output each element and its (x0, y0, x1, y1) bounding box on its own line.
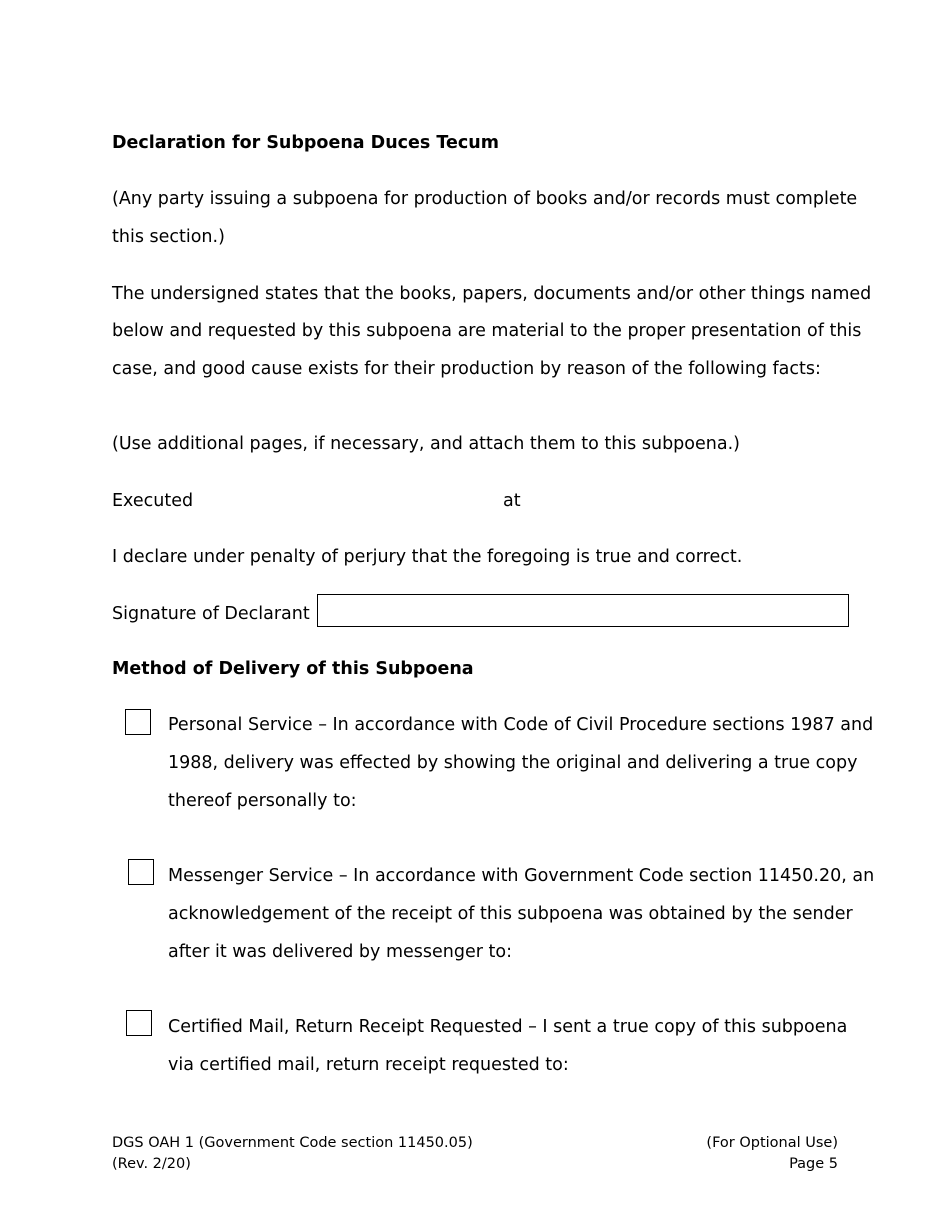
additional-pages-note: (Use additional pages, if necessary, and attach them to this subpoena.) (112, 434, 740, 454)
messenger-service-checkbox[interactable] (128, 859, 154, 885)
personal-service-recipient-field[interactable] (168, 822, 838, 844)
footer-page-number: Page 5 (789, 1156, 838, 1172)
footer-optional-use: (For Optional Use) (706, 1135, 838, 1151)
declaration-heading: Declaration for Subpoena Duces Tecum (112, 133, 499, 153)
certified-mail-recipient-field[interactable] (168, 1086, 838, 1108)
messenger-service-line-3: after it was delivered by messenger to: (168, 942, 512, 962)
messenger-service-line-2: acknowledgement of the receipt of this subpoena was obtained by the sender (168, 904, 853, 924)
personal-service-line-2: 1988, delivery was effected by showing the original and delivering a true copy (168, 753, 858, 773)
certified-mail-line-1: Certified Mail, Return Receipt Requested – I sent a true copy of this subpoena (168, 1017, 848, 1037)
messenger-service-recipient-field[interactable] (168, 973, 838, 995)
footer-form-id: DGS OAH 1 (Government Code section 11450.05) (112, 1135, 473, 1151)
messenger-service-line-1: Messenger Service – In accordance with Government Code section 11450.20, an (168, 866, 875, 886)
personal-service-checkbox[interactable] (125, 709, 151, 735)
perjury-statement: I declare under penalty of perjury that the foregoing is true and correct. (112, 547, 743, 567)
statement-line-3: case, and good cause exists for their production by reason of the following facts: (112, 359, 821, 379)
certified-mail-line-2: via certified mail, return receipt requested to: (168, 1055, 569, 1075)
personal-service-line-3: thereof personally to: (168, 791, 357, 811)
signature-label: Signature of Declarant (112, 604, 310, 624)
facts-field[interactable] (112, 392, 838, 414)
personal-service-line-1: Personal Service – In accordance with Code of Civil Procedure sections 1987 and (168, 715, 874, 735)
executed-location-field[interactable] (530, 490, 838, 512)
at-label: at (503, 491, 521, 511)
executed-date-field[interactable] (195, 490, 495, 512)
footer-revision: (Rev. 2/20) (112, 1156, 191, 1172)
instruction-line-2: this section.) (112, 227, 225, 247)
statement-line-1: The undersigned states that the books, papers, documents and/or other things named (112, 284, 872, 304)
statement-line-2: below and requested by this subpoena are material to the proper presentation of this (112, 321, 862, 341)
certified-mail-checkbox[interactable] (126, 1010, 152, 1036)
delivery-heading: Method of Delivery of this Subpoena (112, 659, 474, 679)
executed-label: Executed (112, 491, 194, 511)
signature-field[interactable] (317, 594, 849, 627)
instruction-line-1: (Any party issuing a subpoena for production of books and/or records must complete (112, 189, 858, 209)
